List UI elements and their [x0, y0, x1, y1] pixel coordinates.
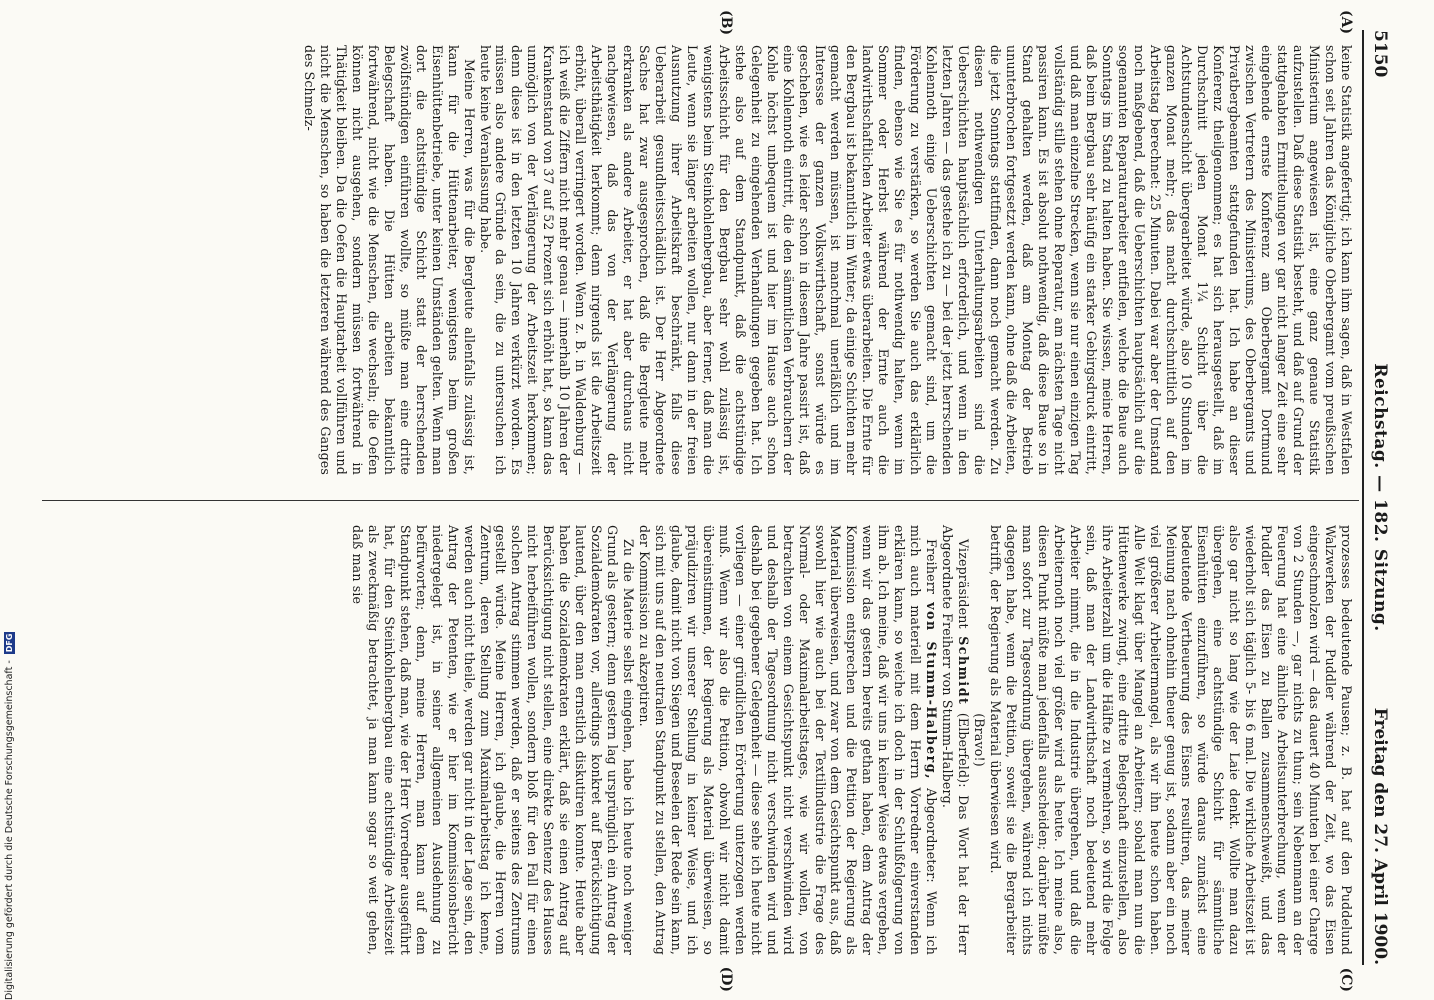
margin-mark-b: (B)	[718, 10, 734, 36]
speaker-name: Schmidt	[956, 636, 972, 706]
digitization-credit	[0, 600, 20, 1000]
speech-paragraph	[636, 525, 939, 955]
margin-mark-d: (D)	[718, 966, 734, 992]
right-paragraph-3: Zu die Materie selbst eingehen, habe ich heute noch weniger Grund als gestern; denn gestern lag ursprünglich ein Antrag der Sozialdemokraten vor, allerdings konkret auf Berücksichtigung lautend, über den man ernstlich diskutiren konnte. Heute aber haben die Sozialdemokraten erklärt, daß sie einen Antrag auf Berücksichtigung nicht stellen, eine direkte Sentenz des Hauses nicht herbeiführen wollen, sondern bloß für den Fall für einen solchen Antrag stimmen werden, daß er seitens des Zentrums gestellt würde. Meine Herren, ich glaube, die Herren vom Zentrum, deren Stellung zum Maximalarbeitstag ich kenne, werden auch nicht theile, werden gar nicht in der Lage sein, den Antrag der Petenten, wie er hier im Kommissionsbericht niedergelegt ist, in seiner allgemeinen Ausdehnung zu befürworten; denn, meine Herren, man kann auf dem Standpunkt stehen, daß man, wie der Herr Vorredner ausgeführt hat, für den Steinkohlenbergbau eine achtstündige Arbeitszeit als zweckmäßig betrachtet, ja man kann sogar so weit gehen, daß man sie	[349, 525, 637, 955]
left-column	[301, 45, 1354, 475]
speaker-intro-paragraph	[939, 525, 971, 955]
column-divider	[42, 500, 1359, 501]
page-number: 5150	[1370, 30, 1390, 78]
right-column	[349, 525, 1354, 955]
margin-mark-a: (A)	[1338, 10, 1354, 35]
dfg-logo-icon: DFG	[5, 633, 14, 653]
header-rule	[1362, 30, 1364, 965]
applause-note: (Bravo!)	[972, 713, 988, 767]
right-paragraph-1: prozesses bedeutende Pausen; z. B. hat auf den Puddelund Walzwerken der Puddler während der Zeit, wo das Eisen eingeschmolzen wird — das dauert 40 Minuten bei einer Charge von 2 Stunden —, gar nichts zu thun; sein Nebenmann an der Feuerung hat eine ähnliche Arbeitsunterbrechung, wenn der Puddler das Eisen zu Ballen zusammenschweißt, und das wiederholt sich täglich 5- bis 6 mal. Die wirkliche Arbeitszeit ist also gar nicht so lang wie der Laie denkt. Wollte man dazu übergehen, eine achtstündige Schicht für sämmtliche Eisenhütten einzuführen, so würde daraus zunächst eine bedeutende Vertheuerung des Eisens resultiren, das meiner Meinung nach ohnehin theuer genug ist, sodann aber ein noch viel größerer Arbeitermangel, als wir ihn heute schon haben. Alle Welt klagt über Mangel an Arbeitern; sobald man nun die Hüttenwerke zwingt, eine dritte Belegschaft einzustellen, also ihre Arbeiterzahl um die Hälfte zu vermehren, so wird die Folge sein, daß man der Landwirthschaft noch bedeutend mehr Arbeiter nimmt, die in die Industrie übergehen, und daß die Arbeiternoth noch viel größer wird als heute. Ich meine also, diesen Punkt müßte man jedenfalls ausscheiden; darüber müßte man sofort zur Tagesordnung übergehen, während ich nichts dagegen habe, wenn die Petition, soweit sie die Bergarbeiter betrifft, der Regierung als Material überwiesen wird.	[988, 525, 1354, 955]
page-date: Freitag den 27. April 1900.	[1370, 707, 1390, 965]
page-title: Reichstag. — 182. Sitzung.	[1370, 363, 1390, 632]
speaker-title: Vizepräsident	[956, 539, 972, 629]
left-paragraph-1: keine Statistik angefertigt; ich kann ihm sagen, daß in Westfalen schon seit Jahren das Königliche Oberbergamt vom preußischen Ministerium angewiesen ist, eine ganz genaue Statistik aufzustellen. Daß diese Statistik besteht, und daß auf Grund der stattgehabten Ermittelungen vor gar nicht langer Zeit eine sehr eingehende ernste Konferenz am Oberbergamt Dortmund zwischen Vertretern des Ministeriums, des Oberbergamts und Privatbergbeamten stattgefunden hat. Ich habe an dieser Konferenz theilgenommen; es hat sich herausgestellt, daß im Durchschnitt jeden Monat 1¼ Schicht über die Achtstundenschicht übergearbeitet würde, also 10 Stunden im ganzen Monat mehr; das macht durchschnittlich auf den Arbeitstag berechnet: 25 Minuten. Dabei war aber der Umstand noch maßgebend, daß die Ueberschichten hauptsächlich auf die sogenannten Reparaturarbeiter entfielen, welche die Baue auch Sonntags im Stand zu halten haben. Sie wissen, meine Herren, daß beim Bergbau sehr häufig ein starker Gebirgsdruck eintritt, und daß man einzelne Strecken, wenn sie nur einen einzigen Tag vollständig stille stehen ohne Reparatur, am nächsten Tage nicht passiren kann. Es ist absolut nothwendig, daß diese Baue so in Stand gehalten werden, daß am Montag der Betrieb ununterbrochen fortgesetzt werden kann, ohne daß die Arbeiten, die jetzt Sonntags stattfinden, dann noch gemacht werden. Zu diesen nothwendigen Unterhaltungsarbeiten sind die Ueberschichten hauptsächlich erforderlich, und wenn in den letzten Jahren — das gestehe ich zu — bei der jetzt herrschenden Kohlennoth einige Ueberschichten gemacht sind, um die Förderung zu verstärken, so werden Sie auch das erklärlich finden, ebenso wie Sie es für nothwendig halten, wenn im Sommer oder Herbst während der Ernte auch die landwirthschaftlichen Arbeiter etwas überarbeiten. Die Ernte für den Bergbau ist bekanntlich im Winter; da einige Schichten mehr gemacht werden müssen, ist manchmal unerläßlich und im Interesse der ganzen Volkswirthschaft, sonst würde es geschehen, wie es leider schon in diesem Jahre passirt ist, daß eine Kohlennoth eintritt, die den sämmtlichen Verbrauchern der Kohle höchst unbequem ist und hier im Hause auch schon Gelegenheit zu eingehenden Verhandlungen gegeben hat. Ich stehe also auf dem Standpunkt, daß die achtstündige Arbeitsschicht für den Bergbau sehr wohl zulässig ist, wenigstens beim Steinkohlenbergbau, aber ferner, daß man die Leute, wenn sie länger arbeiten wollen, nur dann in der freien Ausnutzung ihrer Arbeitskraft beschränkt, falls diese Ueberarbeit gesundheitsschädlich ist. Der Herr Abgeordnete Sachse hat zwar ausgesprochen, daß die Bergleute mehr erkranken als andere Arbeiter, er hat aber durchaus nicht nachgewiesen, daß das von der Verlängerung der Arbeitsthätigkeit herkommt; denn nirgends ist die Arbeitszeit erhöht, überall verringert worden. Wenn z. B. in Waldenburg — ich weiß die Ziffern nicht mehr genau — innerhalb 10 Jahren der Krankenstand von 37 auf 52 Prozent sich erhöht hat, so kann das unmöglich von der Verlängerung der Arbeitszeit herkommen; denn diese ist in den letzten 10 Jahren verkürzt worden. Es müssen also andere Gründe da sein, die zu untersuchen ich heute keine Veranlassung habe.	[477, 45, 1354, 475]
page-header	[1364, 30, 1396, 965]
speaker-place: (Elberfeld): Das Wort hat der Herr Abgeordnete Freiherr von Stumm-Halberg.	[940, 525, 972, 956]
left-paragraph-2: Meine Herren, was für die Bergleute allenfalls zulässig ist, kann für die Hüttenarbeiter, wenigstens beim großen Eisenhüttenbetriebe, unter keinen Umständen gelten. Wenn man dort die achtstündige Schicht statt der herrschenden zwölfstündigen einführen wollte, so müßte man eine dritte Belegschaft haben. Die Hütten arbeiten bekanntlich fortwährend, nicht wie die Menschen, die wechseln; die Oefen können nicht ausgehen, sondern müssen fortwährend in Thätigkeit bleiben. Da die Oefen die Hauptarbeit vollführen und nicht die Menschen, so haben die letzteren während des Ganges des Schmelz-	[302, 45, 477, 475]
speech-text: Abgeordneter: Wenn ich mich auch materiell mit dem Herrn Vorredner einverstanden erklären kann, so weiche ich doch in der Schlußfolgerung von ihm ab. Ich meine, daß wir uns in keiner Weise etwas vergeben, wenn wir das gestern bereits gethan haben, dem Antrag der Kommission entsprechen und die Petition der Regierung als Material überweisen, und zwar von dem Gesichtspunkt aus, daß sowohl hier wie auch bei der Textilindustrie die Frage des Normal- oder Maximalarbeitstages, wie wir wollen, von betrachten von einem Gesichtspunkt nicht verschwinden wird und deshalb der Tagesordnung nicht verschwinden wird und deshalb bei gegebener Gelegenheit — diese sehe ich heute nicht vorliegen — einer gründlichen Erörterung unterzogen werden muß. Wenn wir also die Petition, obwohl wir nicht damit übereinstimmen, der Regierung als Material überweisen, so präjudiziren wir unserer Stellung in keiner Weise, und ich glaube, damit nicht von Siegen und Beseelen der Rede sein kann, sich mit uns auf den neutralen Standpunkt zu stellen, den Antrag der Kommission zu akzeptiren.	[637, 525, 940, 955]
margin-mark-c: (C)	[1338, 967, 1354, 992]
speaker2-title: Freiherr	[924, 539, 940, 595]
speaker2-name: von Stumm-Halberg,	[924, 602, 940, 780]
credit-text: Digitalisierung gefördert durch die Deutsche Forschungsgemeinschaft -	[4, 660, 15, 1000]
